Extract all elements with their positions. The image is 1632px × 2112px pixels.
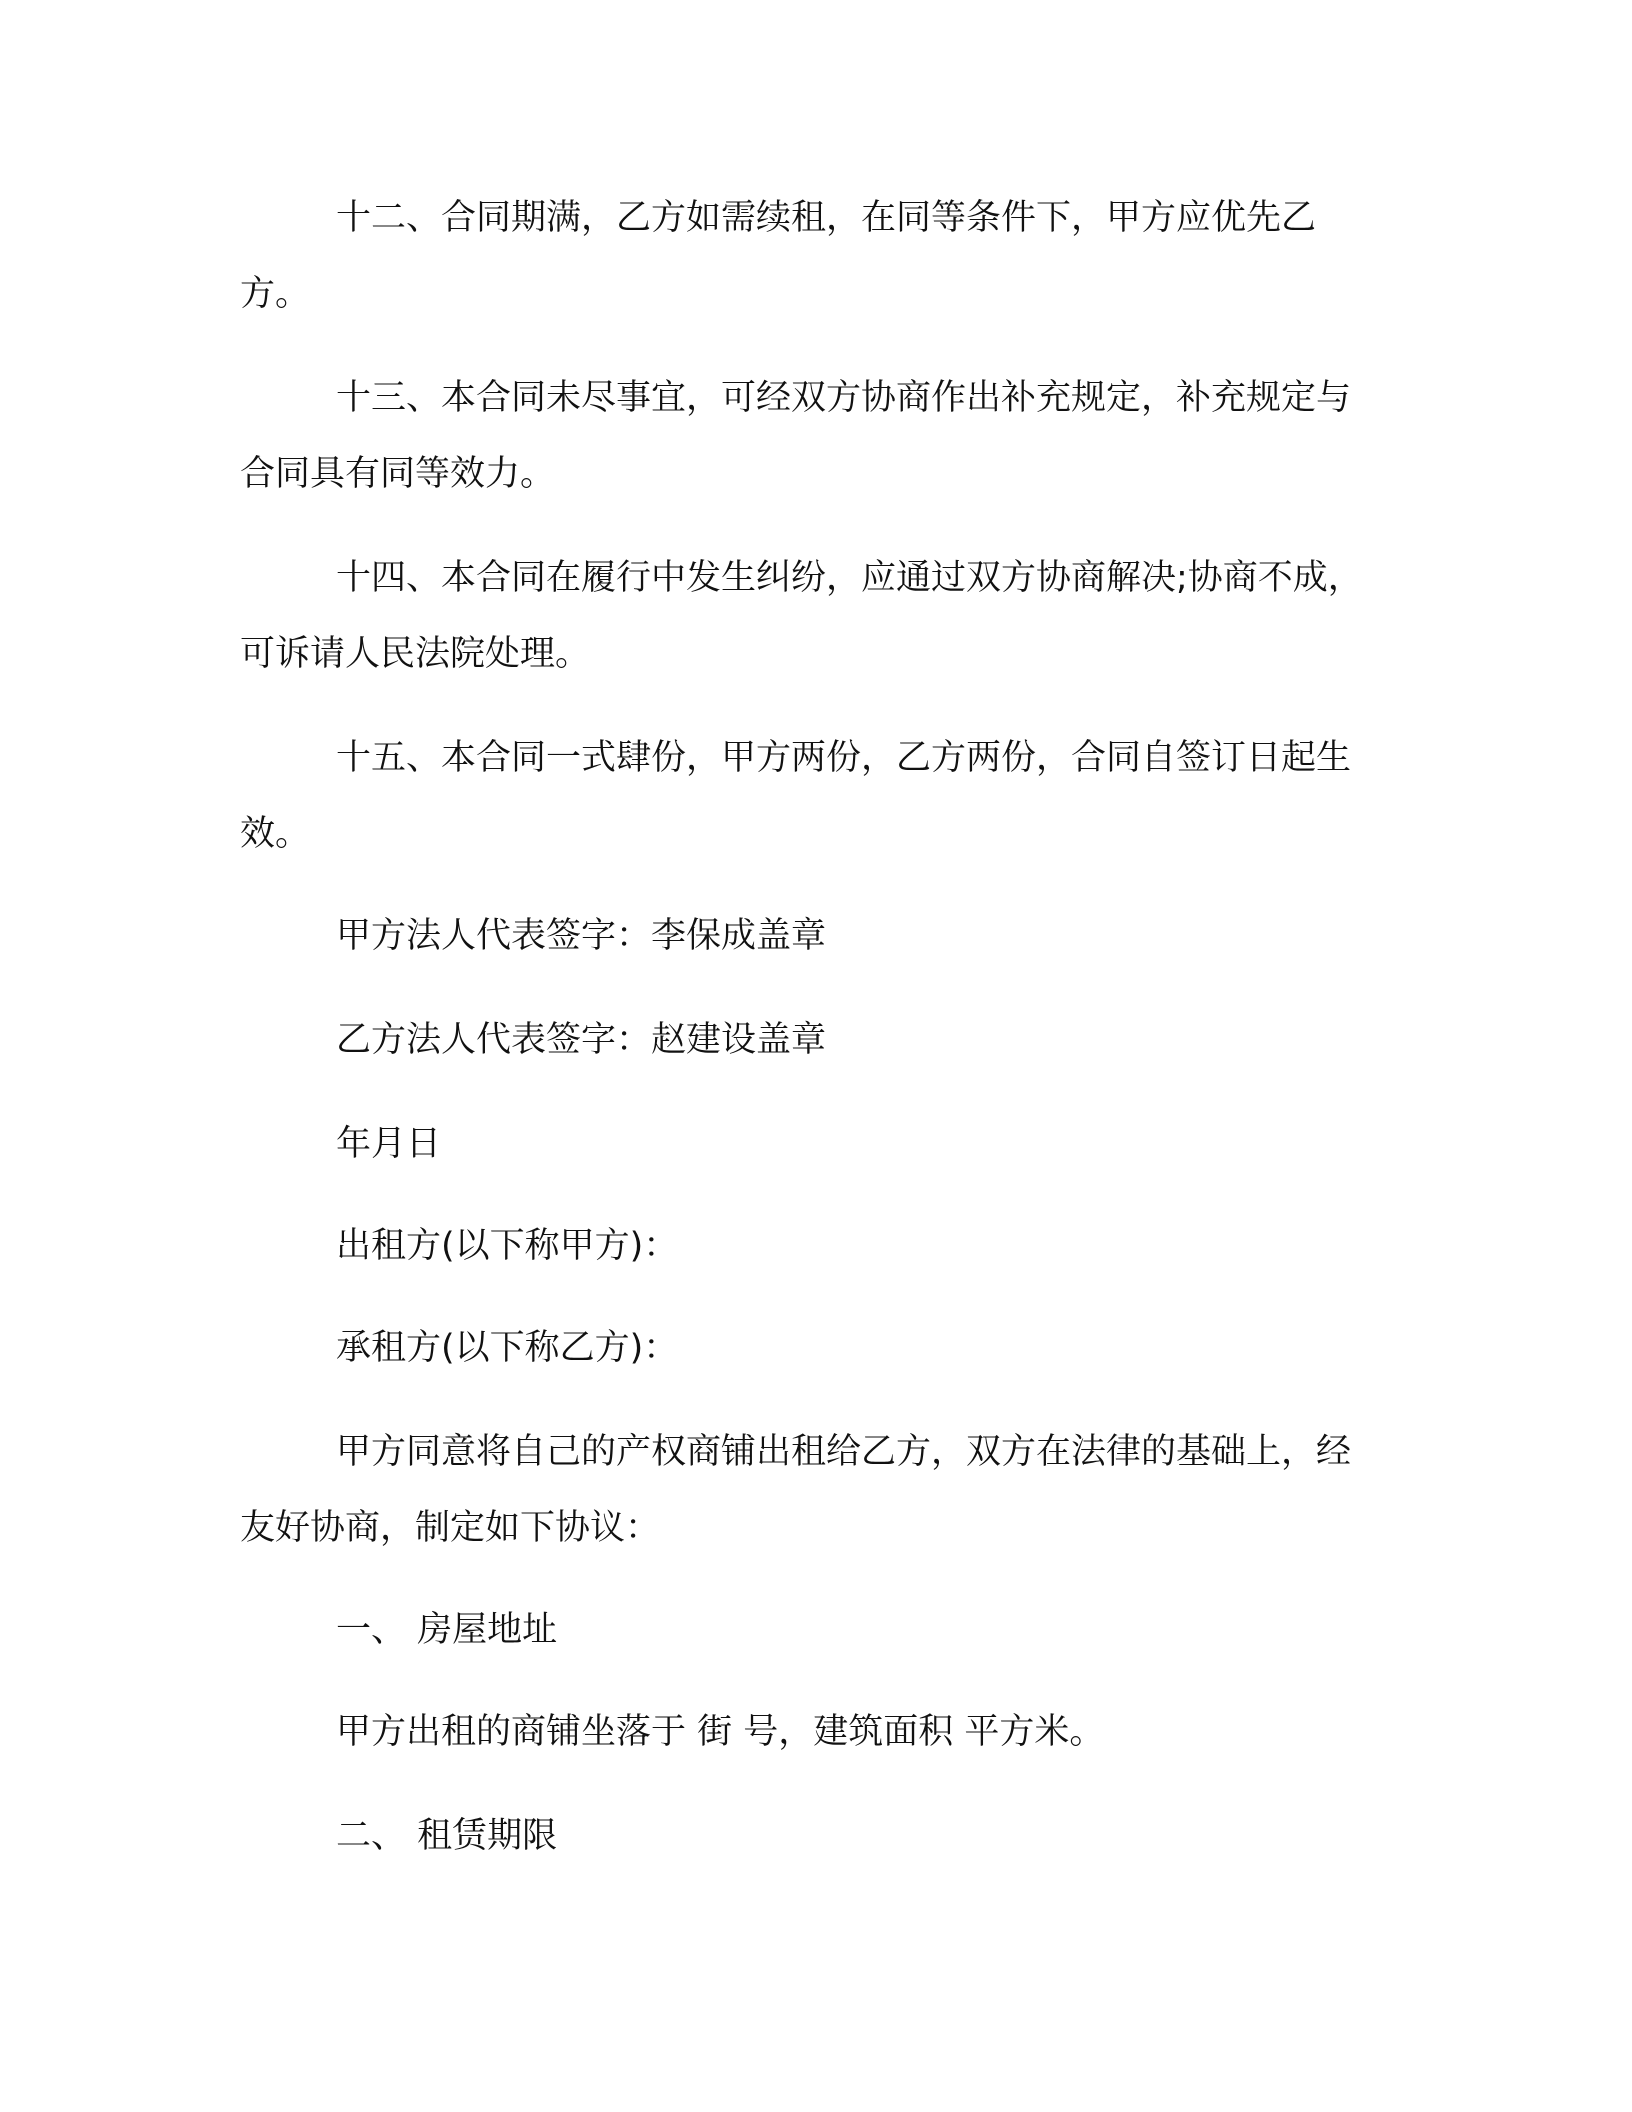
lessee-line: 承租方(以下称乙方)： bbox=[336, 1328, 679, 1368]
clause-14: 十四、本合同在履行中发生纠纷，应通过双方协商解决;协商不成，可诉请人民法院处理。 bbox=[240, 558, 1363, 674]
lessor-line: 出租方(以下称甲方)： bbox=[336, 1226, 679, 1266]
clause-15: 十五、本合同一式肆份，甲方两份，乙方两份，合同自签订日起生效。 bbox=[240, 738, 1352, 854]
party-a-signature: 甲方法人代表签字：李保成盖章 bbox=[336, 916, 827, 956]
date-line: 年月日 bbox=[336, 1124, 442, 1164]
party-b-signature: 乙方法人代表签字：赵建设盖章 bbox=[336, 1020, 827, 1060]
section-2-heading: 二、 租赁期限 bbox=[336, 1816, 558, 1856]
property-address: 甲方出租的商铺坐落于 街 号，建筑面积 平方米。 bbox=[336, 1712, 1105, 1752]
clause-13: 十三、本合同未尽事宜，可经双方协商作出补充规定，补充规定与合同具有同等效力。 bbox=[240, 378, 1352, 494]
section-1-heading: 一、 房屋地址 bbox=[336, 1610, 558, 1650]
clause-12: 十二、合同期满，乙方如需续租，在同等条件下，甲方应优先乙方。 bbox=[240, 198, 1317, 314]
agreement-intro: 甲方同意将自己的产权商铺出租给乙方，双方在法律的基础上，经友好协商，制定如下协议： bbox=[240, 1432, 1352, 1548]
